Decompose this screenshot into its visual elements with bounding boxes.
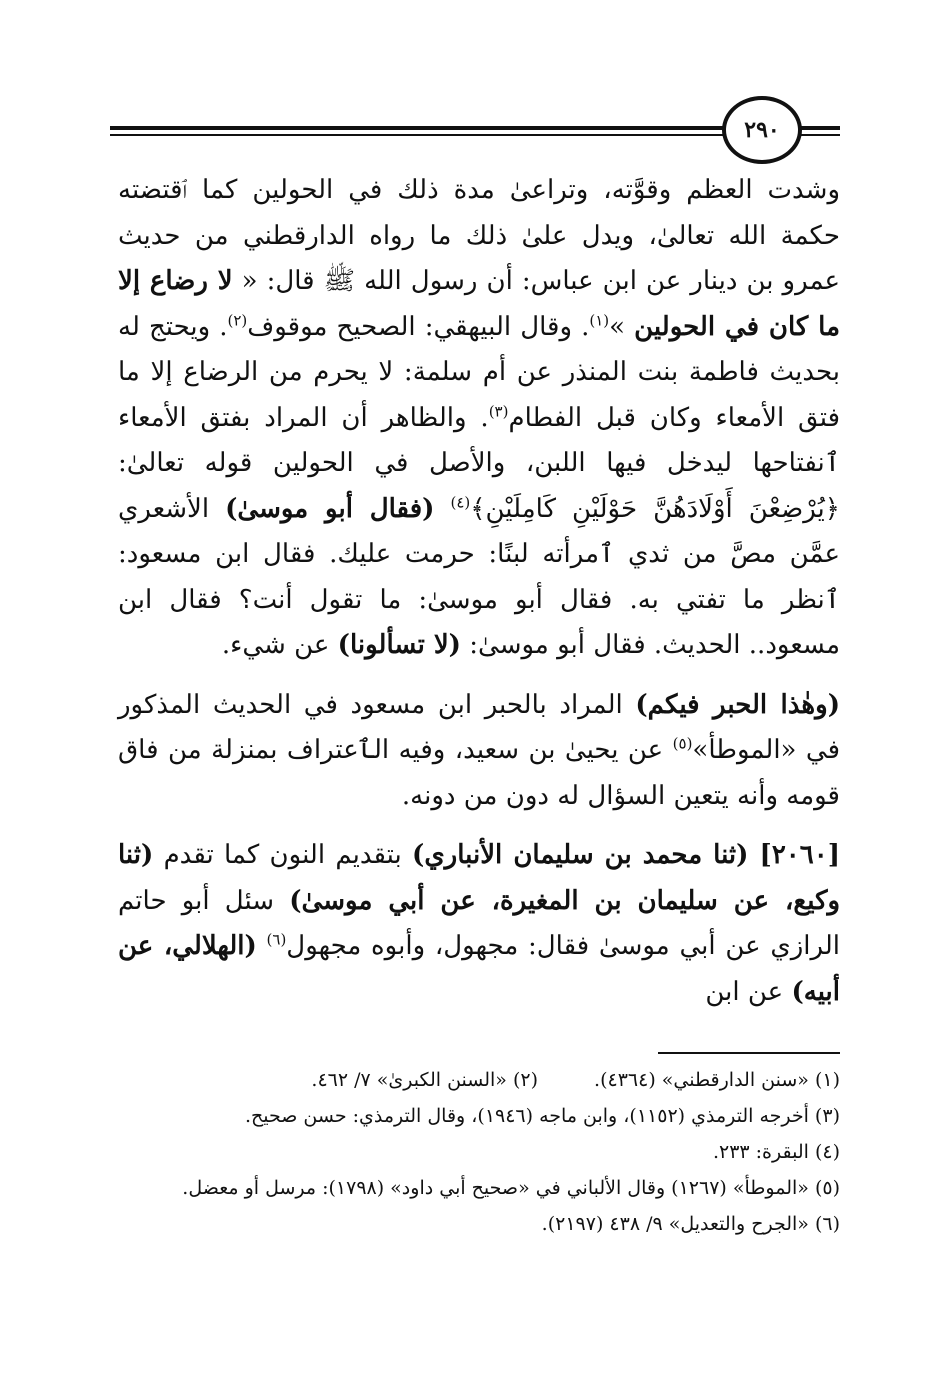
text-segment: الأشعري عمَّن مصَّ من ثدي ٱمرأته لبنًا: حرمت عليك. فقال ابن مسعود: ٱنظر ما تفتي به. فقال أبو موسىٰ: ما تقول أنت؟ فقال ابن مسعود.. الحديث. فقال أبو موسىٰ: <box>118 493 840 660</box>
main-text <box>118 168 840 1015</box>
text-segment: عن ابن <box>705 976 792 1007</box>
paragraph-3 <box>118 833 840 1015</box>
footnote-1: (١) «سنن الدارقطني» (٤٣٦٤). <box>594 1069 840 1091</box>
footnote-5: (٥) «الموطأ» (١٢٦٧) وقال الألباني في «صحيح أبي داود» (١٧٩٨): مرسل أو معضل. <box>182 1177 840 1199</box>
footnote-ref: (٣) <box>488 401 509 420</box>
footnote-2: (٢) «السنن الكبرىٰ» ٧/ ٤٦٢. <box>311 1069 539 1091</box>
text-segment: المراد بالحبر ابن مسعود في الحديث المذكور في «الموطأ» <box>118 689 840 765</box>
text-segment: . والظاهر أن المراد بفتق الأمعاء ٱنفتاحها ليدخل فيها اللبن، والأصل في الحولين قوله تعالىٰ: ﴿يُرْضِعْنَ أَوْلَادَهُنَّ حَوْلَيْنِ كَامِلَيْنِ﴾ <box>118 402 841 524</box>
header-rule-thin <box>110 134 745 136</box>
footnote-6: (٦) «الجرح والتعديل» ٩/ ٤٣٨ (٢١٩٧). <box>541 1213 840 1235</box>
page-number: ٢٩٠ <box>722 96 802 164</box>
footnote-4: (٤) البقرة: ٢٣٣. <box>712 1141 840 1163</box>
text-segment: عن شيء. <box>221 630 338 660</box>
paragraph-1 <box>118 168 840 669</box>
bold-segment: (وهٰذا الحبر فيكم) <box>635 689 840 720</box>
text-segment: . وقال البيهقي: الصحيح موقوف <box>247 311 590 342</box>
bold-segment: (الهلالي، عن أبيه) <box>118 931 840 1007</box>
text-segment: . ويحتج له بحديث فاطمة بنت المنذر عن أم سلمة: لا يحرم من الرضاع إلا ما فتق الأمعاء وكان قبل الفطام <box>118 311 840 433</box>
text-segment: بتقديم النون كما تقدم <box>153 840 413 870</box>
header-rule-right-thin <box>800 134 840 136</box>
text-segment <box>434 494 450 524</box>
text-segment: سئل أبو حاتم الرازي عن أبي موسىٰ فقال: مجهول، وأبوه مجهول <box>118 885 840 961</box>
text-segment: عن يحيىٰ بن سعيد، وفيه الٱعتراف بمنزلة من فاق قومه وأنه يتعين السؤال له دون من دونه. <box>118 735 840 811</box>
footnotes <box>118 1062 840 1242</box>
footnote-ref: (١) <box>589 310 610 329</box>
footnote-3: (٣) أخرجه الترمذي (١١٥٢)، وابن ماجه (١٩٤٦)، وقال الترمذي: حسن صحيح. <box>244 1105 840 1127</box>
bold-segment: (لا تسألونا) <box>337 630 461 660</box>
text-segment: » <box>609 311 635 342</box>
footnote-ref: (٥) <box>672 734 693 753</box>
footnote-ref: (٢) <box>227 310 248 329</box>
footnote-separator <box>658 1052 840 1054</box>
header-rule-right <box>800 126 840 130</box>
footnote-ref: (٦) <box>266 930 287 949</box>
text-segment <box>257 931 267 961</box>
paragraph-2 <box>118 683 840 820</box>
bold-segment: (ثنا وكيع، عن سليمان بن المغيرة، عن أبي موسىٰ) <box>118 840 841 916</box>
footnote-ref: (٤) <box>450 492 471 511</box>
footnote-line <box>118 1062 840 1098</box>
bold-segment: لا رضاع إلا ما كان في الحولين <box>118 266 841 342</box>
text-segment: وشدت العظم وقوَّته، وتراعىٰ مدة ذلك في الحولين كما ٱقتضته حكمة الله تعالىٰ، ويدل علىٰ ذلك ما رواه الدارقطني من حديث عمرو بن دينار عن ابن عباس: أن رسول الله ﷺ قال: « <box>118 175 840 296</box>
bold-segment: (فقال أبو موسىٰ) <box>225 493 435 524</box>
page-header <box>100 96 840 166</box>
header-rule <box>110 126 745 130</box>
bold-segment: [٢٠٦٠] (ثنا محمد بن سليمان الأنباري) <box>412 840 840 870</box>
